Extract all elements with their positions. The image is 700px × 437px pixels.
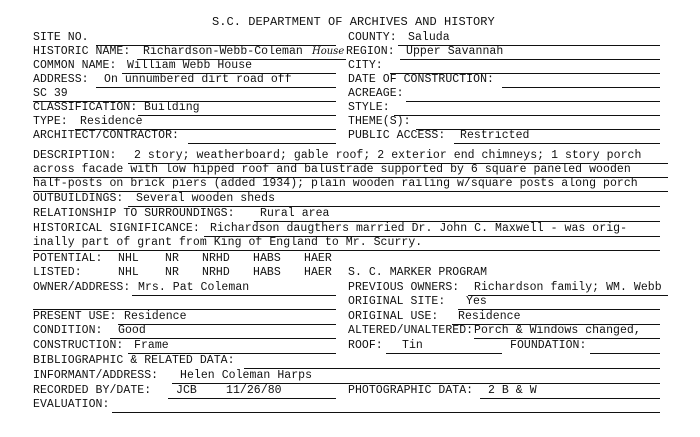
architect-label: ARCHITECT/CONTRACTOR: [33, 129, 179, 142]
significance-label: HISTORICAL SIGNIFICANCE: [33, 222, 200, 235]
description-line-2[interactable]: across facade with low hipped roof and balustrade supported by 6 square paneled wooden [33, 163, 631, 176]
site-no-label: SITE NO. [33, 31, 89, 44]
public-access-underline [454, 143, 660, 144]
potential-habs[interactable]: HABS [253, 252, 281, 265]
informant-label: INFORMANT/ADDRESS: [33, 369, 159, 382]
classification-underline [138, 115, 336, 116]
construction-label: CONSTRUCTION: [33, 339, 124, 352]
form-header: S.C. DEPARTMENT OF ARCHIVES AND HISTORY [212, 15, 495, 29]
address-value-line2[interactable]: SC 39 [33, 87, 68, 100]
listed-nhl[interactable]: NHL [118, 266, 139, 279]
photographic-value[interactable]: 2 B & W [488, 384, 537, 397]
listed-habs[interactable]: HABS [253, 266, 281, 279]
recorded-by-value[interactable]: JCB [176, 384, 197, 397]
date-construction-field[interactable] [502, 87, 660, 88]
common-name-label: COMMON NAME: [33, 59, 117, 72]
relationship-value[interactable]: Rural area [260, 207, 330, 220]
description-label: DESCRIPTION: [33, 149, 117, 162]
condition-value[interactable]: Good [118, 324, 146, 337]
original-use-value[interactable]: Residence [458, 310, 521, 323]
previous-owners-value[interactable]: Richardson family; WM. Webb [474, 281, 662, 294]
region-label: REGION: [346, 45, 395, 58]
address-value-line1[interactable]: On unnumbered dirt road off [104, 73, 292, 86]
potential-nrhd[interactable]: NRHD [202, 252, 230, 265]
original-site-label: ORIGINAL SITE: [348, 295, 446, 308]
address-underline [96, 87, 336, 88]
region-underline [400, 59, 660, 60]
marker-program-label: S. C. MARKER PROGRAM [348, 266, 488, 279]
historic-name-value[interactable]: Richardson-Webb-Coleman [143, 45, 303, 58]
previous-owners-underline [468, 295, 668, 296]
informant-value[interactable]: Helen Coleman Harps [180, 369, 313, 382]
significance-line-2[interactable]: inally part of grant from King of England to Mr. Scurry. [33, 236, 423, 249]
date-construction-label: DATE OF CONSTRUCTION: [348, 73, 494, 86]
county-value[interactable]: Saluda [408, 31, 450, 44]
original-site-value[interactable]: Yes [466, 295, 487, 308]
owner-underline [132, 295, 336, 296]
listed-label: LISTED: [33, 266, 82, 279]
style-field[interactable] [394, 115, 660, 116]
roof-label: ROOF: [348, 339, 383, 352]
description-line-1[interactable]: 2 story; weatherboard; gable roof; 2 exterior end chimneys; 1 story porch [134, 149, 642, 162]
city-label: CITY: [348, 59, 383, 72]
public-access-value[interactable]: Restricted [460, 129, 530, 142]
recorded-date-value[interactable]: 11/26/80 [226, 384, 282, 397]
acreage-label: ACREAGE: [348, 87, 404, 100]
original-use-label: ORIGINAL USE: [348, 310, 439, 323]
style-label: STYLE: [348, 101, 390, 114]
recorded-label: RECORDED BY/DATE: [33, 384, 152, 397]
relationship-label: RELATIONSHIP TO SURROUNDINGS: [33, 207, 235, 220]
roof-value[interactable]: Tin [402, 339, 423, 352]
photographic-label: PHOTOGRAPHIC DATA: [348, 384, 474, 397]
theme-field[interactable] [416, 129, 660, 130]
acreage-field[interactable] [406, 101, 660, 102]
bibliographic-label: BIBLIOGRAPHIC & RELATED DATA: [33, 354, 235, 367]
common-name-value[interactable]: William Webb House [127, 59, 253, 72]
potential-label: POTENTIAL: [33, 252, 103, 265]
historic-name-label: HISTORIC NAME: [33, 45, 131, 58]
condition-label: CONDITION: [33, 324, 103, 337]
altered-label: ALTERED/UNALTERED: [348, 324, 474, 337]
description-line-3[interactable]: half-posts on brick piers (added 1934); plain wooden railing w/square posts along porch [33, 177, 638, 190]
listed-haer[interactable]: HAER [304, 266, 332, 279]
listed-nr[interactable]: NR [165, 266, 179, 279]
classification-value[interactable]: Building [144, 101, 200, 114]
evaluation-field[interactable] [112, 412, 660, 413]
previous-owners-label: PREVIOUS OWNERS: [348, 281, 460, 294]
photographic-underline [480, 398, 660, 399]
description-underline-3 [33, 191, 668, 192]
potential-nr[interactable]: NR [165, 252, 179, 265]
theme-label: THEME(S): [348, 115, 411, 128]
construction-value[interactable]: Frame [134, 339, 169, 352]
architect-field[interactable] [188, 143, 336, 144]
owner-label: OWNER/ADDRESS: [33, 281, 131, 294]
owner-value[interactable]: Mrs. Pat Coleman [138, 281, 250, 294]
listed-nrhd[interactable]: NRHD [202, 266, 230, 279]
evaluation-label: EVALUATION: [33, 398, 110, 411]
altered-value[interactable]: Porch & Windows changed, [474, 324, 641, 337]
county-label: COUNTY: [348, 31, 397, 44]
recorded-underline [168, 398, 336, 399]
public-access-label: PUBLIC ACCESS: [348, 129, 446, 142]
type-label: TYPE: [33, 115, 68, 128]
significance-underline-2 [33, 250, 660, 251]
present-use-underline [118, 324, 336, 325]
historic-name-handwritten: House [312, 46, 345, 57]
region-value[interactable]: Upper Savannah [406, 45, 504, 58]
potential-nhl[interactable]: NHL [118, 252, 139, 265]
outbuildings-label: OUTBUILDINGS: [33, 192, 124, 205]
significance-line-1[interactable]: Richardson daugthers married Dr. John C. Maxwell - was orig- [210, 222, 628, 235]
roof-underline [386, 353, 502, 354]
foundation-field[interactable] [590, 353, 660, 354]
outbuildings-value[interactable]: Several wooden sheds [136, 192, 276, 205]
type-value[interactable]: Residence [80, 115, 143, 128]
foundation-label: FOUNDATION: [510, 339, 587, 352]
present-use-value[interactable]: Residence [124, 310, 187, 323]
potential-haer[interactable]: HAER [304, 252, 332, 265]
address-label: ADDRESS: [33, 73, 89, 86]
present-use-label: PRESENT USE: [33, 310, 117, 323]
classification-label: CLASSIFICATION: [33, 101, 138, 114]
